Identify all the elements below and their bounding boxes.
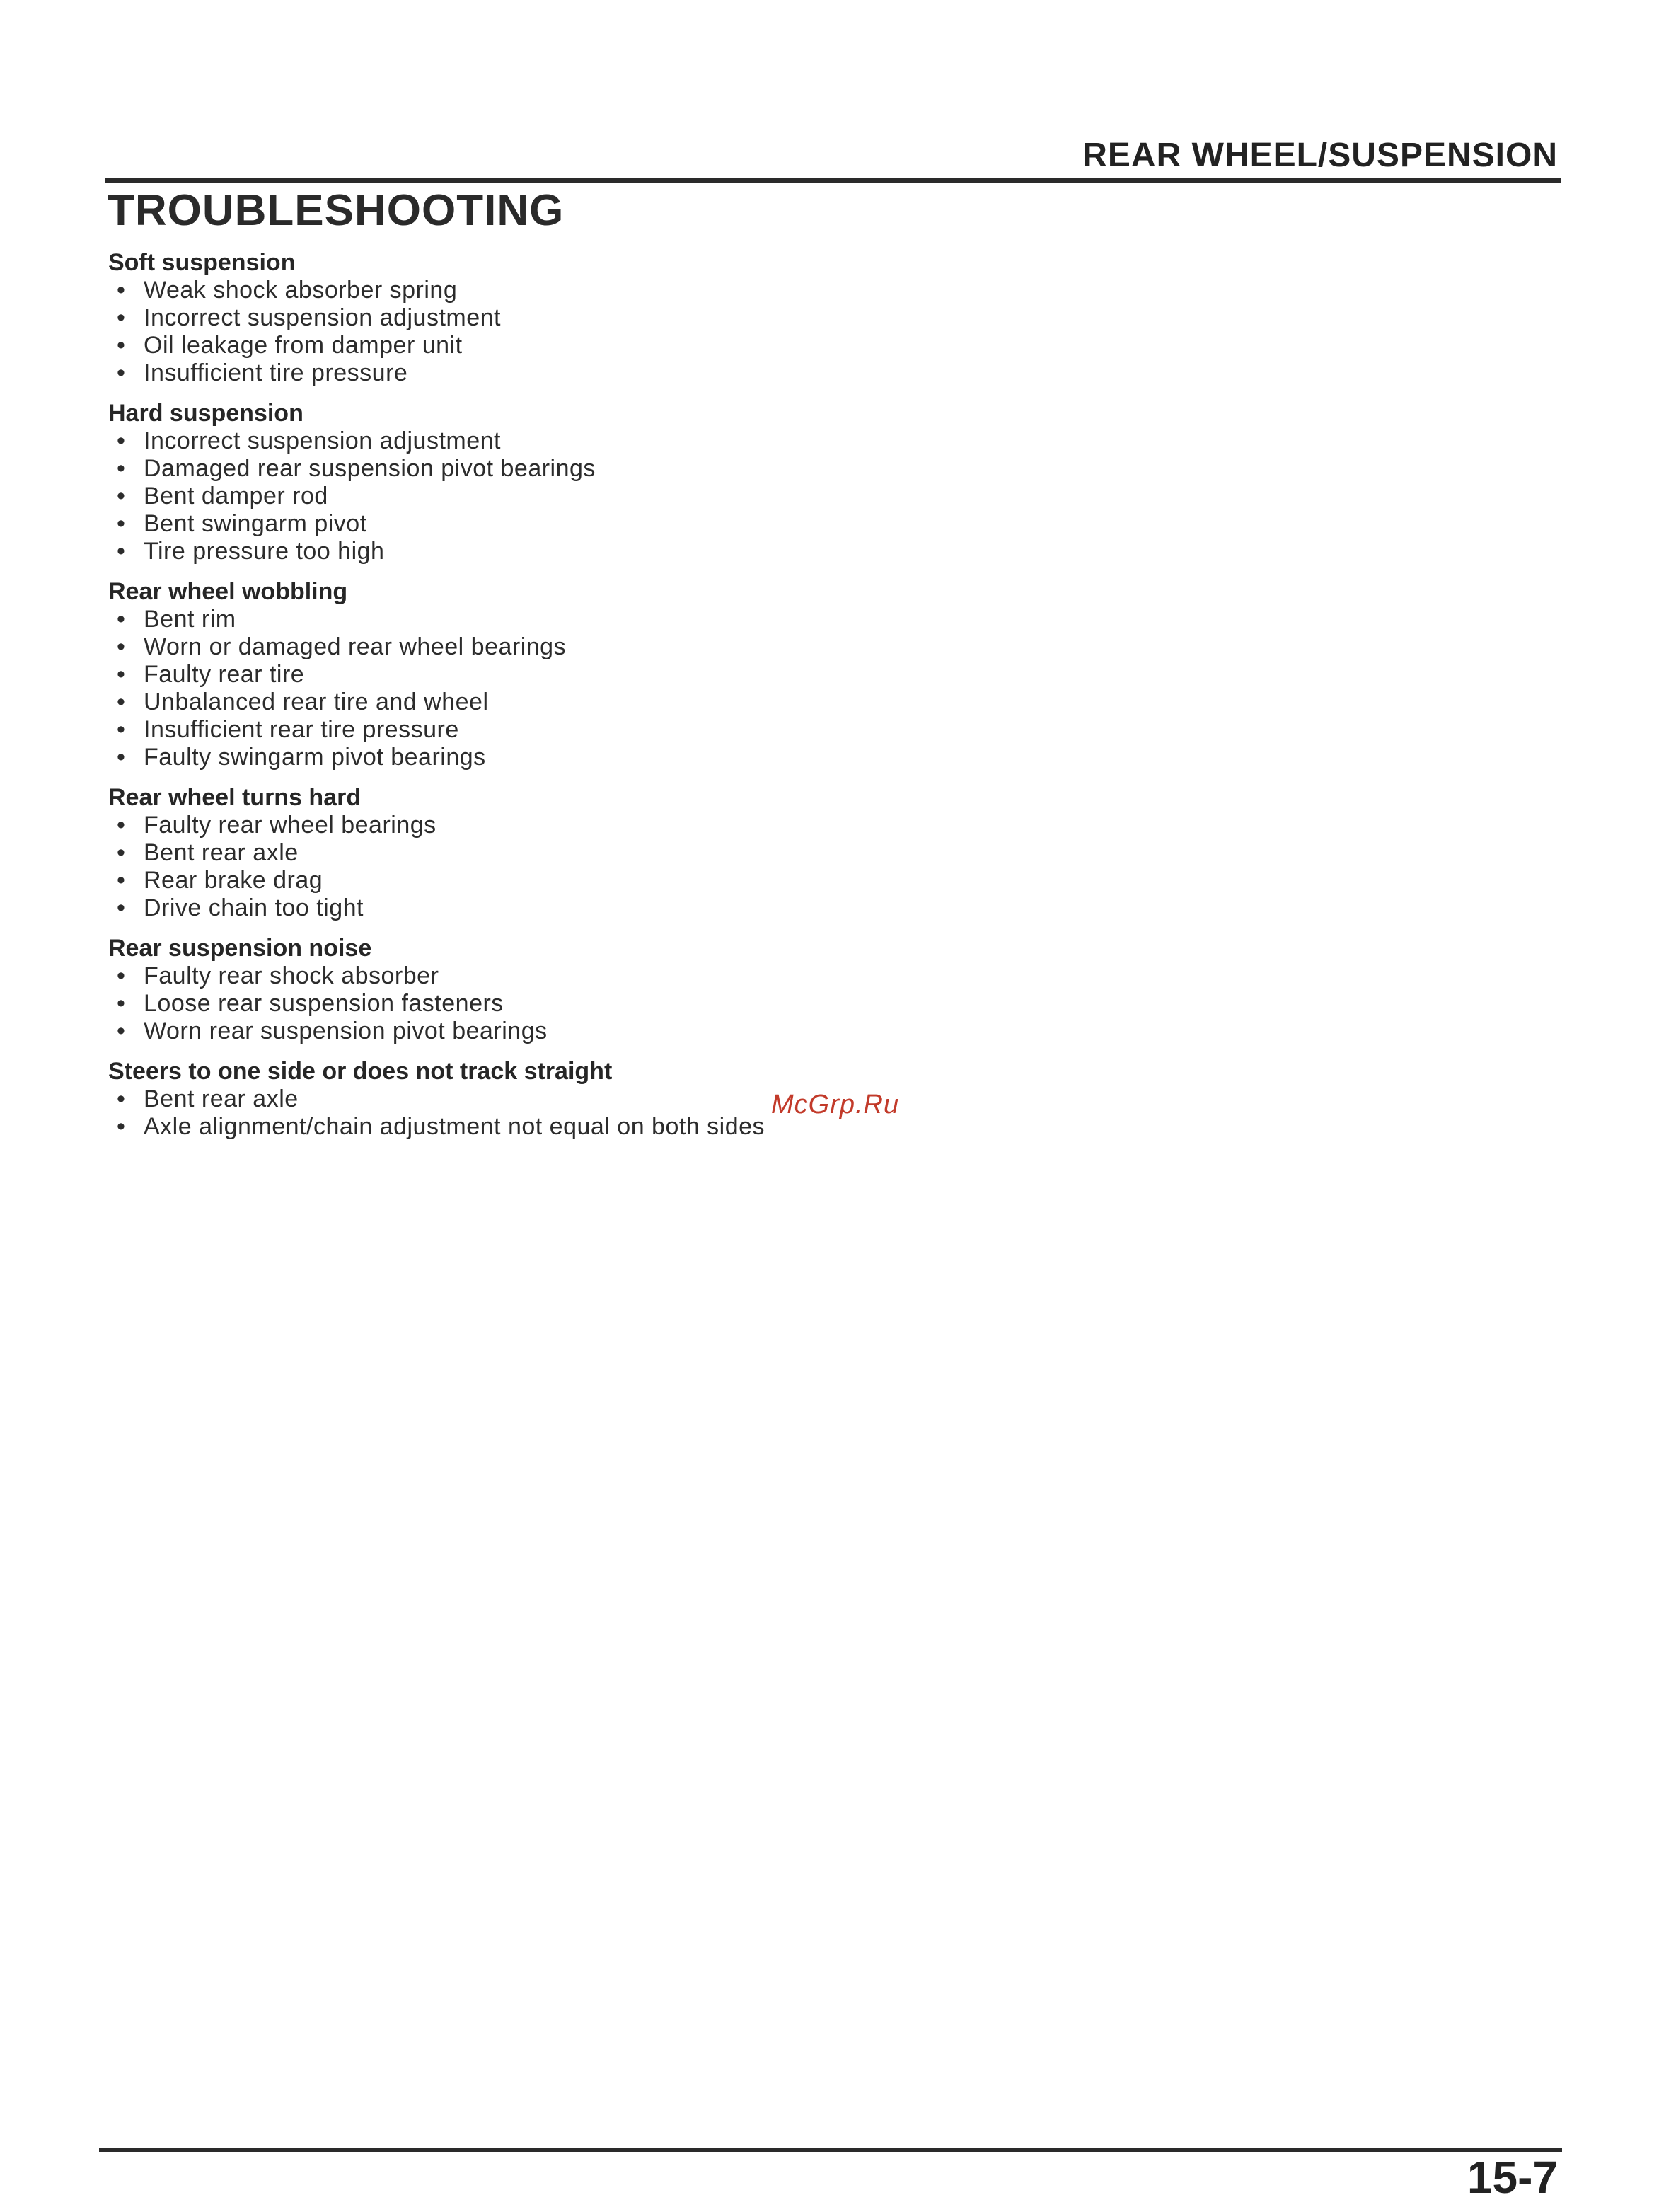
bullet-icon: • (117, 1085, 126, 1112)
cause-list (108, 962, 1240, 1045)
bullet-icon: • (117, 538, 126, 565)
list-item-text: Tire pressure too high (144, 538, 385, 565)
group-rear-wheel-wobbling (108, 578, 1240, 771)
list-item-text: Bent rear axle (144, 1085, 299, 1112)
footer-rule (99, 2148, 1562, 2152)
list-item (108, 744, 1240, 771)
group-heading: Steers to one side or does not track straight (108, 1058, 613, 1085)
cause-list (108, 606, 1240, 771)
list-item (108, 716, 1240, 744)
list-item (108, 510, 1240, 538)
bullet-icon: • (117, 1018, 126, 1044)
cause-list (108, 1085, 1240, 1141)
bullet-icon: • (117, 839, 126, 866)
header-rule (105, 178, 1561, 183)
list-item (108, 606, 1240, 633)
bullet-icon: • (117, 990, 126, 1017)
list-item-text: Bent damper rod (144, 483, 328, 509)
list-item-text: Bent swingarm pivot (144, 510, 367, 537)
list-item (108, 483, 1240, 510)
list-item (108, 1018, 1240, 1045)
list-item (108, 332, 1240, 359)
list-item-text: Oil leakage from damper unit (144, 332, 463, 359)
list-item (108, 304, 1240, 332)
group-soft-suspension (108, 249, 1240, 387)
list-item-text: Rear brake drag (144, 867, 323, 894)
group-heading: Rear wheel turns hard (108, 784, 362, 811)
watermark: McGrp.Ru (771, 1090, 900, 1119)
bullet-icon: • (117, 633, 126, 660)
list-item (108, 839, 1240, 867)
bullet-icon: • (117, 812, 126, 839)
bullet-icon: • (117, 744, 126, 771)
cause-list (108, 277, 1240, 387)
bullet-icon: • (117, 606, 126, 633)
list-item-text: Damaged rear suspension pivot bearings (144, 455, 596, 482)
list-item-text: Insufficient rear tire pressure (144, 716, 459, 743)
list-item (108, 962, 1240, 990)
list-item-text: Loose rear suspension fasteners (144, 990, 504, 1017)
list-item-text: Drive chain too tight (144, 894, 364, 921)
list-item (108, 538, 1240, 565)
list-item-text: Faulty swingarm pivot bearings (144, 744, 486, 771)
bullet-icon: • (117, 894, 126, 921)
list-item-text: Incorrect suspension adjustment (144, 427, 501, 454)
bullet-icon: • (117, 277, 126, 304)
list-item-text: Faulty rear tire (144, 661, 305, 688)
group-heading: Rear wheel wobbling (108, 578, 348, 605)
list-item-text: Faulty rear wheel bearings (144, 812, 436, 839)
list-item (108, 277, 1240, 304)
list-item-text: Axle alignment/chain adjustment not equal on both sides (144, 1113, 765, 1140)
group-heading: Soft suspension (108, 249, 296, 276)
group-hard-suspension (108, 400, 1240, 565)
list-item-text: Faulty rear shock absorber (144, 962, 439, 989)
bullet-icon: • (117, 867, 126, 894)
list-item-text: Worn or damaged rear wheel bearings (144, 633, 567, 660)
bullet-icon: • (117, 689, 126, 715)
list-item (108, 689, 1240, 716)
troubleshooting-content (108, 249, 1240, 1153)
list-item (108, 1113, 1240, 1141)
cause-list (108, 427, 1240, 565)
page-number: 15-7 (1467, 2152, 1558, 2203)
list-item-text: Weak shock absorber spring (144, 277, 458, 304)
group-steers-to-one-side (108, 1058, 1240, 1141)
list-item-text: Insufficient tire pressure (144, 359, 408, 386)
bullet-icon: • (117, 510, 126, 537)
list-item (108, 990, 1240, 1018)
list-item (108, 427, 1240, 455)
group-rear-suspension-noise (108, 935, 1240, 1045)
list-item-text: Incorrect suspension adjustment (144, 304, 501, 331)
group-heading: Rear suspension noise (108, 935, 372, 962)
list-item (108, 359, 1240, 387)
list-item-text: Bent rear axle (144, 839, 299, 866)
list-item (108, 867, 1240, 894)
list-item-text: Bent rim (144, 606, 236, 633)
group-heading: Hard suspension (108, 400, 303, 427)
bullet-icon: • (117, 1113, 126, 1140)
bullet-icon: • (117, 427, 126, 454)
list-item-text: Unbalanced rear tire and wheel (144, 689, 489, 715)
list-item (108, 661, 1240, 689)
list-item-text: Worn rear suspension pivot bearings (144, 1018, 548, 1044)
list-item (108, 455, 1240, 483)
bullet-icon: • (117, 716, 126, 743)
list-item (108, 1085, 1240, 1113)
bullet-icon: • (117, 455, 126, 482)
bullet-icon: • (117, 332, 126, 359)
group-rear-wheel-turns-hard (108, 784, 1240, 922)
bullet-icon: • (117, 962, 126, 989)
page-title: TROUBLESHOOTING (108, 186, 565, 235)
bullet-icon: • (117, 359, 126, 386)
bullet-icon: • (117, 483, 126, 509)
running-header: REAR WHEEL/SUSPENSION (1082, 137, 1558, 174)
bullet-icon: • (117, 661, 126, 688)
list-item (108, 894, 1240, 922)
list-item (108, 633, 1240, 661)
cause-list (108, 812, 1240, 922)
bullet-icon: • (117, 304, 126, 331)
list-item (108, 812, 1240, 839)
